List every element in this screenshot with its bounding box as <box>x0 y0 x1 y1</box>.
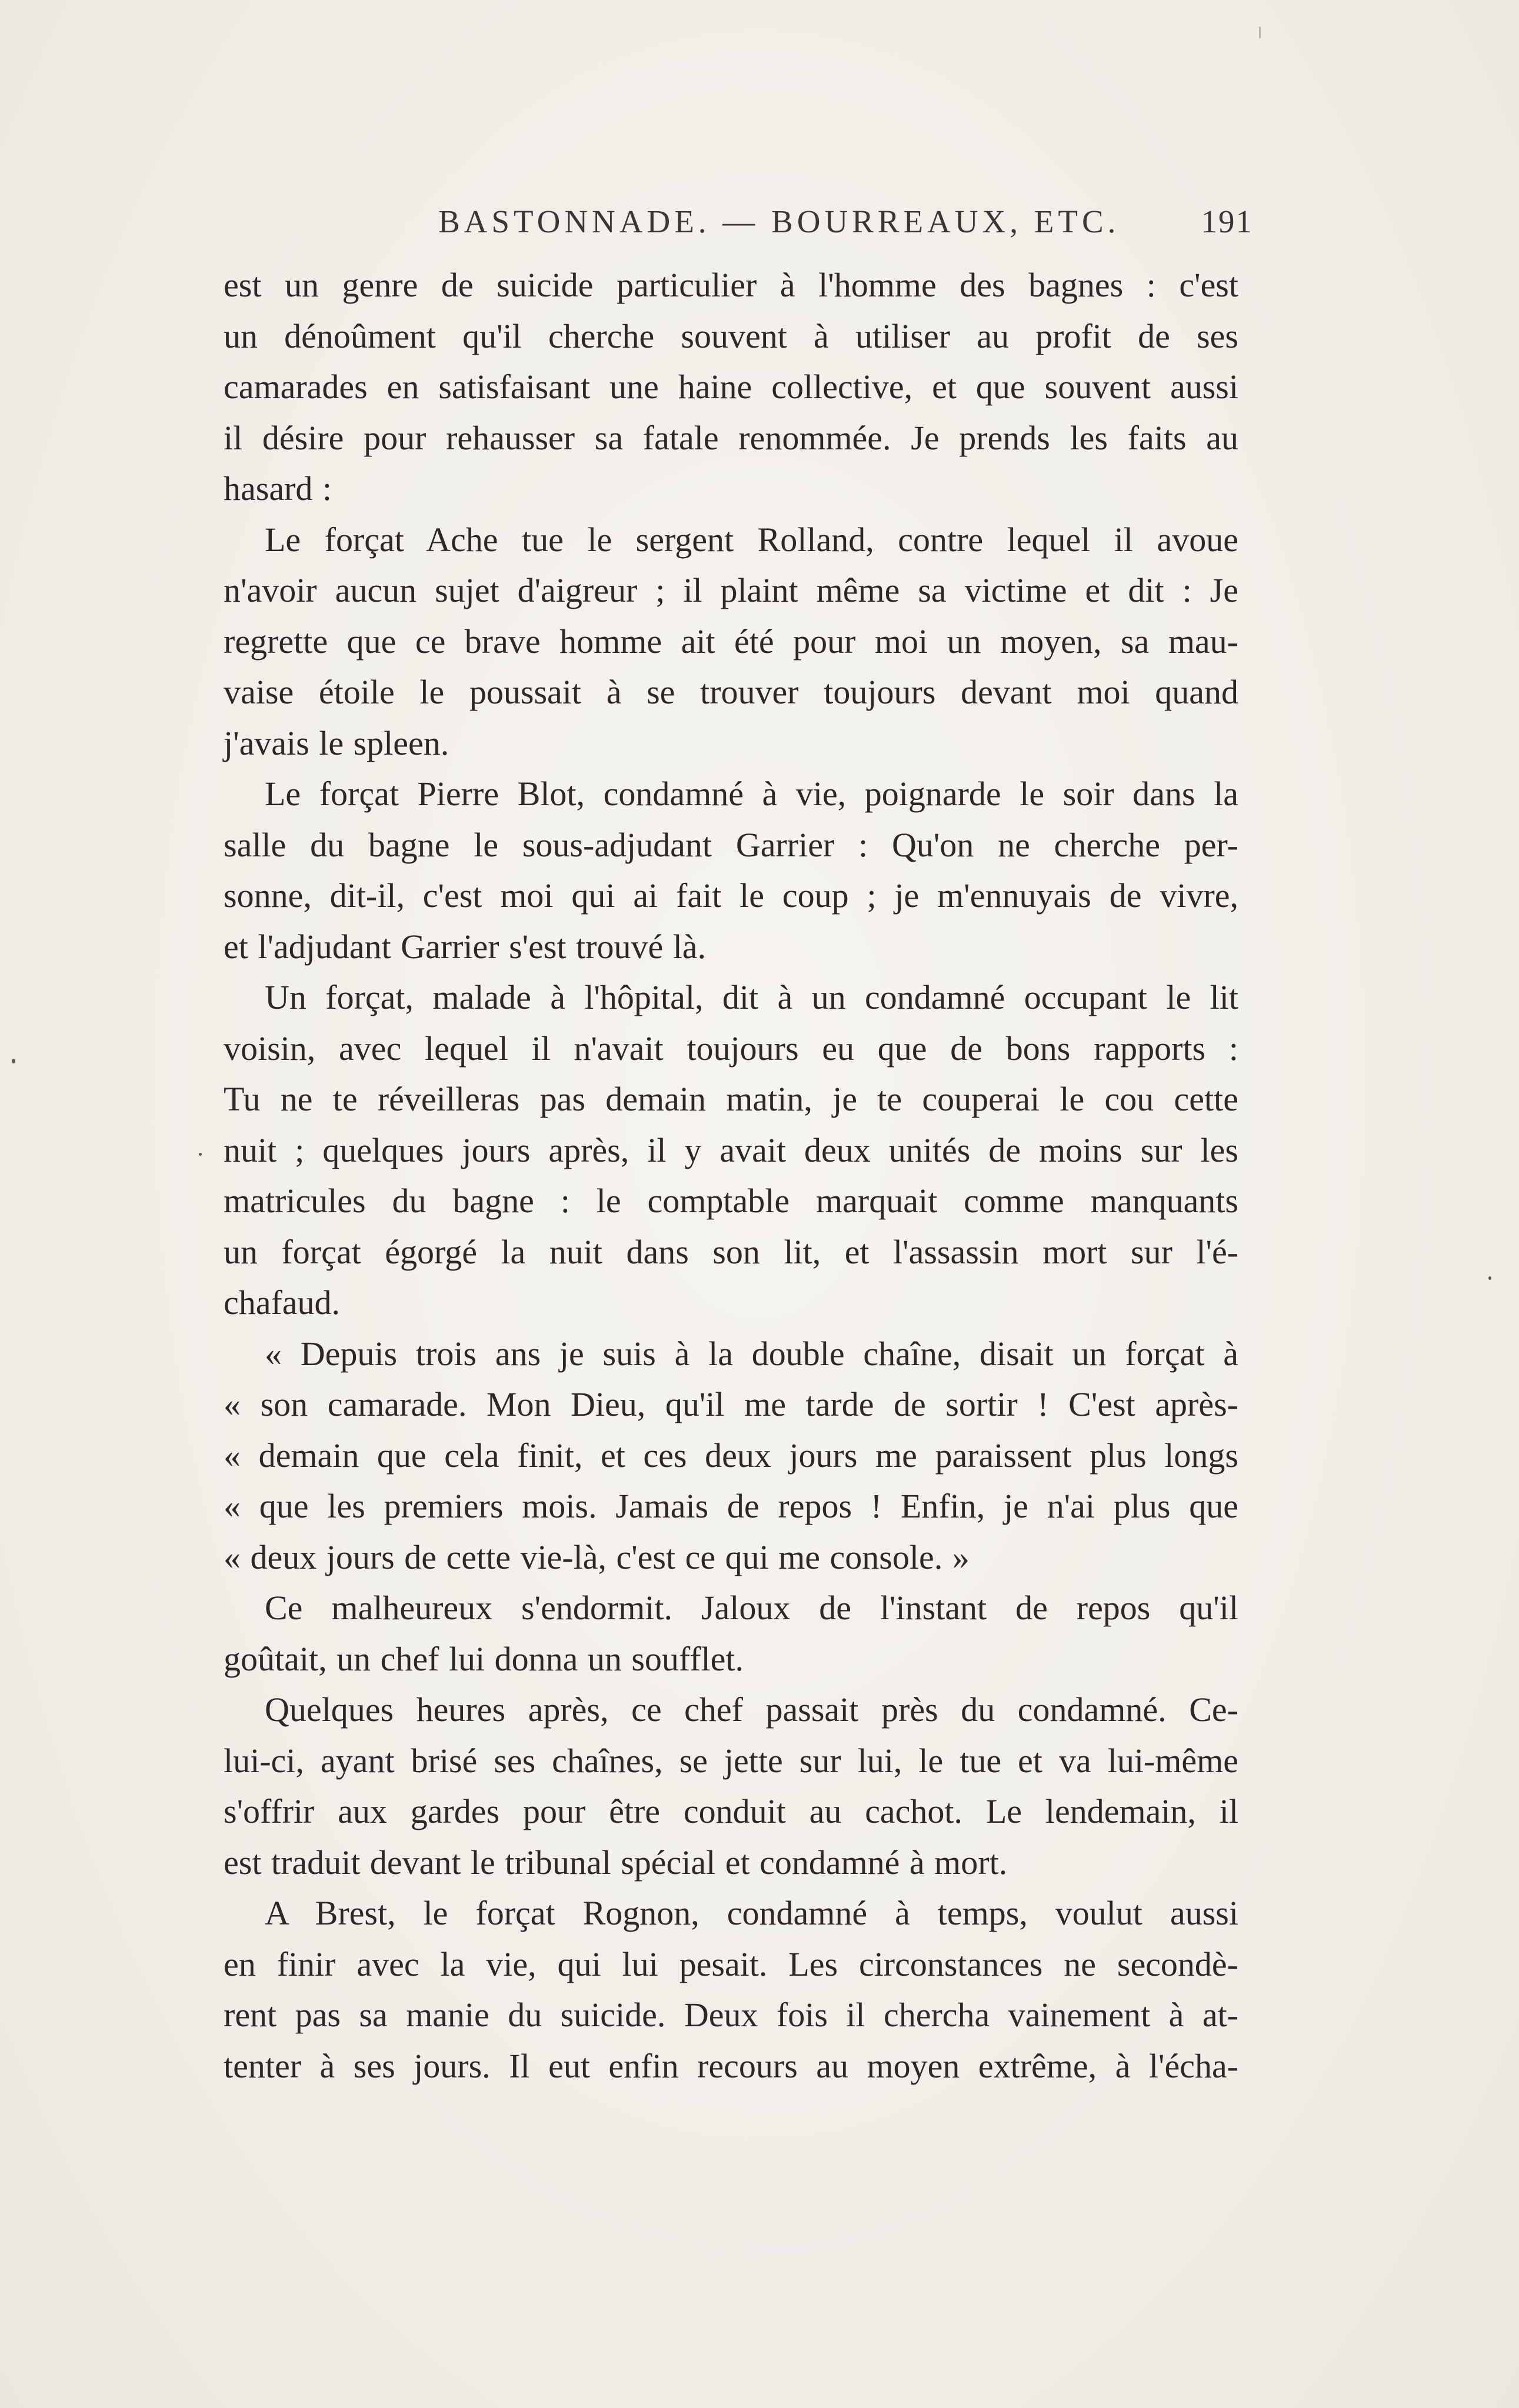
text-line: il désire pour rehausser sa fatale renommée. Je prends les faits au <box>224 418 1238 457</box>
text-line: hasard : <box>224 469 332 508</box>
text-line: nuit ; quelques jours après, il y avait deux unités de moins sur les <box>224 1130 1238 1169</box>
text-line: voisin, avec lequel il n'avait toujours eu que de bons rapports : <box>224 1029 1238 1068</box>
text-line: j'avais le spleen. <box>224 723 449 762</box>
text-line: goûtait, un chef lui donna un soufflet. <box>224 1639 744 1678</box>
text-line: Quelques heures après, ce chef passait près du condamné. Ce- <box>265 1690 1238 1729</box>
text-line: chafaud. <box>224 1283 341 1322</box>
text-line: vaise étoile le poussait à se trouver toujours devant moi quand <box>224 673 1238 711</box>
text-line: « deux jours de cette vie-là, c'est ce qui me console. » <box>224 1537 970 1576</box>
page-number: 191 <box>1201 204 1253 239</box>
running-title: BASTONNADE. — BOURREAUX, ETC. <box>438 204 1120 239</box>
text-line: « demain que cela finit, et ces deux jours me paraissent plus longs <box>224 1436 1238 1475</box>
text-line: A Brest, le forçat Rognon, condamné à temps, voulut aussi <box>265 1894 1238 1932</box>
text-line: « que les premiers mois. Jamais de repos ! Enfin, je n'ai plus que <box>224 1487 1238 1525</box>
text-line: s'offrir aux gardes pour être conduit au cachot. Le lendemain, il <box>224 1792 1238 1830</box>
body-text <box>224 260 1238 2092</box>
text-line: Un forçat, malade à l'hôpital, dit à un condamné occupant le lit <box>265 978 1238 1016</box>
text-line: un forçat égorgé la nuit dans son lit, et l'assassin mort sur l'é- <box>224 1232 1238 1271</box>
page-header <box>438 203 1253 256</box>
text-line: « Depuis trois ans je suis à la double chaîne, disait un forçat à <box>265 1334 1238 1373</box>
text-line: est un genre de suicide particulier à l'homme des bagnes : c'est <box>224 266 1238 304</box>
scan-speck <box>12 1059 15 1063</box>
text-line: salle du bagne le sous-adjudant Garrier : Qu'on ne cherche per- <box>224 825 1238 864</box>
text-line: regrette que ce brave homme ait été pour moi un moyen, sa mau- <box>224 622 1238 661</box>
text-line: Ce malheureux s'endormit. Jaloux de l'instant de repos qu'il <box>265 1589 1238 1627</box>
text-line: Le forçat Pierre Blot, condamné à vie, poignarde le soir dans la <box>265 775 1238 813</box>
text-line: rent pas sa manie du suicide. Deux fois il chercha vainement à at- <box>224 1996 1238 2034</box>
text-line: tenter à ses jours. Il eut enfin recours au moyen extrême, à l'écha- <box>224 2046 1238 2085</box>
text-line: et l'adjudant Garrier s'est trouvé là. <box>224 927 707 966</box>
text-line: matricules du bagne : le comptable marquait comme manquants <box>224 1182 1238 1220</box>
text-line: en finir avec la vie, qui lui pesait. Les circonstances ne secondè- <box>224 1945 1238 1983</box>
text-line: lui-ci, ayant brisé ses chaînes, se jette sur lui, le tue et va lui-même <box>224 1741 1238 1780</box>
text-line: est traduit devant le tribunal spécial et condamné à mort. <box>224 1843 1008 1882</box>
scan-speck <box>1488 1276 1491 1280</box>
text-line: Tu ne te réveilleras pas demain matin, je te couperai le cou cette <box>224 1080 1238 1118</box>
scan-speck <box>199 1153 202 1156</box>
text-line: Le forçat Ache tue le sergent Rolland, contre lequel il avoue <box>265 520 1238 559</box>
scan-speck <box>1259 26 1261 38</box>
text-line: n'avoir aucun sujet d'aigreur ; il plaint même sa victime et dit : Je <box>224 571 1238 609</box>
text-line: un dénoûment qu'il cherche souvent à utiliser au profit de ses <box>224 316 1238 355</box>
text-line: sonne, dit-il, c'est moi qui ai fait le coup ; je m'ennuyais de vivre, <box>224 876 1238 915</box>
text-line: camarades en satisfaisant une haine collective, et que souvent aussi <box>224 368 1238 406</box>
text-line: « son camarade. Mon Dieu, qu'il me tarde de sortir ! C'est après- <box>224 1385 1238 1423</box>
